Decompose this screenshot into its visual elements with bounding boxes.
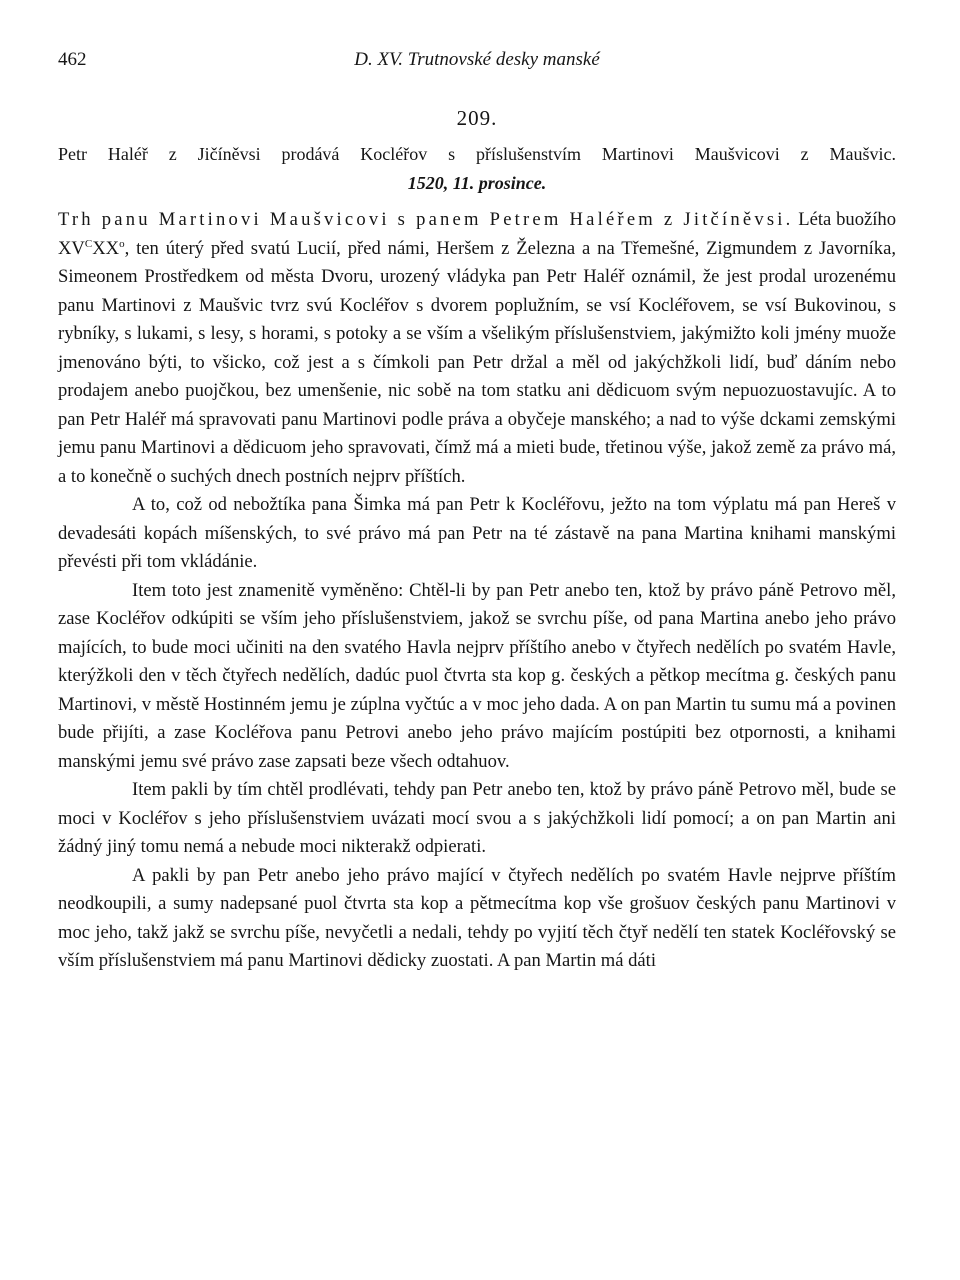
page-header [58, 44, 896, 76]
superscript-o: o [119, 237, 125, 250]
paragraph-2: A to, což od nebožtíka pana Šimka má pan Petr k Kocléřovu, ježto na tom výplatu má pan Hereš v devadesáti kopách míšenských, to své právo má pan Petr na té zástavě na pana Martina knihami manskými převésti při tom vkládánie. [58, 494, 896, 572]
superscript-c: C [84, 237, 93, 250]
charter-number: 209. [456, 106, 498, 130]
page-number: 462 [58, 49, 87, 70]
paragraph-5: A pakli by pan Petr anebo jeho právo mající v čtyřech nedělích po svatém Havle nejprve příštím neodkoupili, a sumy nadepsané puol čtvrta sta kop a pětmecítma kop vše grošuov českých panu Martinovi v moc jeho, takž jakž se svrchu píše, nevyčetli a nedali, tehdy po vyjití těch čtyř nedělí ten statek Kocléřovský se vším příslušenstviem má panu Martinovi dědicky zuostati. A pan Martin má dáti [58, 864, 896, 971]
paragraph-1-year-xx: XX [92, 237, 120, 259]
charter-summary: Petr Haléř z Jičíněvsi prodává Kocléřov s příslušenstvím Martinovi Maušvicovi z Maušvic. [58, 144, 896, 164]
paragraph-1-lead: Trh panu Martinovi Maušvicovi s panem Petrem Haléřem z Jitčíněvsi. [58, 209, 794, 230]
charter-date: 1520, 11. prosince. [407, 173, 547, 193]
paragraph-1-year-prefix: Léta buožího XV [58, 209, 897, 259]
running-head: D. XV. Trutnovské desky manské [354, 49, 600, 70]
paragraph-4: Item pakli by tím chtěl prodlévati, tehdy pan Petr anebo ten, ktož by právo páně Petrovo měl, bude se moci v Kocléřov s jeho příslušenstviem uvázati mocí svou a s jakýchžkoli lidí pomocí; a on pan Martin ani žádný jiný tomu nemá a nebude moci nikterakž odpierati. [58, 779, 896, 857]
paragraph-1-text: , ten úterý před svatú Lucií, před námi, Heršem z Železna a na Třemešné, Zigmundem z Javorníka, Simeonem Prostředkem od města Dvoru, urozený vládyka pan Petr Haléř oznámil, že jest prodal urozenému panu Martinovi z Maušvic tvrz svú Kocléřov s dvorem poplužním, se vsí Kocléřovem, se vsí Bukovinou, s rybníky, s lukami, s lesy, s horami, s potoky a se vším a všelikým příslušenstviem, jakýmižto koli jmény muože jmenováno býti, to všicko, což jest a s čímkoli pan Petr držal a měl od jakýchžkoli lidí, buď dáním nebo prodajem anebo puojčkou, bez umenšenie, nic sobě na tom statku ani dědicuom svým nepuozuostavujíc. A to pan Petr Haléř má spravovati panu Martinovi podle práva a obyčeje manského; a nad to výše dckami zemskými jemu panu Martinovi a dědicuom jeho spravovati, čímž má a mieti bude, třetinou výše, jakož země za právo má, a to konečně o suchých dnech postních nejprv příštích. [58, 237, 896, 487]
paragraph-3: Item toto jest znamenitě vyměněno: Chtěl-li by pan Petr anebo ten, ktož by právo páně Petrovo měl, zase Kocléřov odkúpiti se vším jeho příslušenstviem, jakož se svrchu píše, od pana Martina anebo jeho právo majících, to bude moci učiniti na den svatého Havla nejprv příštího anebo v čtyřech nedělích po svatém Havle, kterýžkoli den v těch čtyřech nedělích, dadúc puol čtvrta sta kop g. českých a pětkop mecítma g. českých panu Martinovi, v městě Hostinném jemu je zúplna vyčtúc a v moc jeho dada. A on pan Martin tu sumu má a povinen bude přijíti, a zase Kocléřova panu Petrovi anebo jeho právo majícím postúpiti bez otpornosti, a knihami manskými jemu své právo zase zapsati beze všech odtahuov. [58, 579, 896, 772]
charter-text [58, 206, 896, 976]
document-page [58, 44, 896, 976]
paragraph-1 [58, 206, 896, 491]
